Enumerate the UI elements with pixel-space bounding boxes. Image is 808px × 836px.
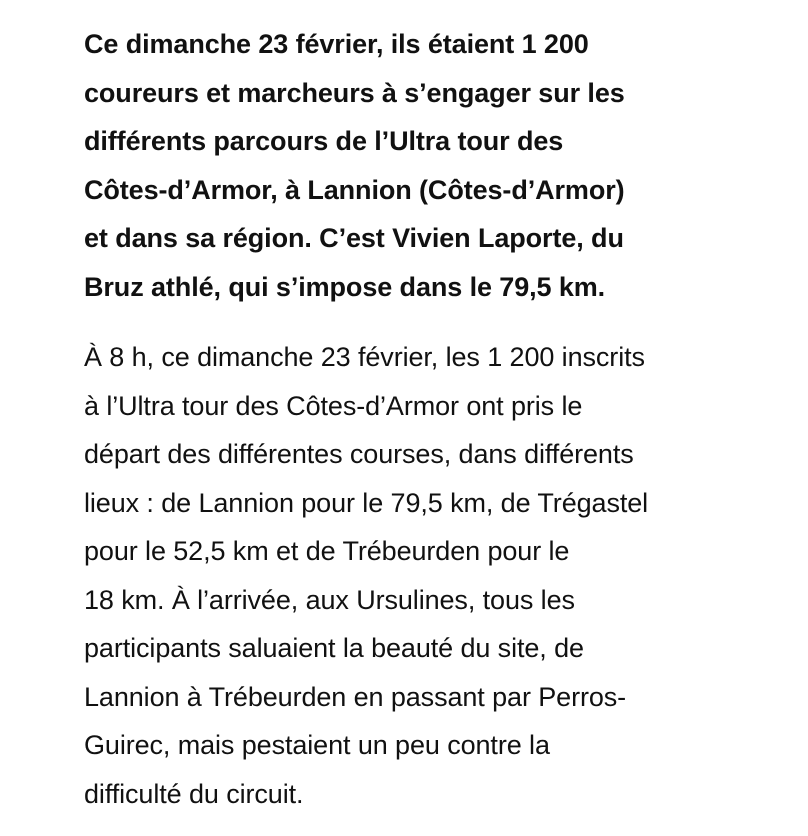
body-line: participants saluaient la beauté du site, de bbox=[84, 633, 584, 663]
body-line: À 8 h, ce dimanche 23 février, les 1 200 inscrits bbox=[84, 342, 645, 372]
lead-line: Ce dimanche 23 février, ils étaient 1 200 bbox=[84, 29, 589, 59]
body-line: départ des différentes courses, dans différents bbox=[84, 439, 634, 469]
body-line: difficulté du circuit. bbox=[84, 778, 304, 809]
lead-line: coureurs et marcheurs à s’engager sur les bbox=[84, 77, 625, 108]
body-line: 18 km. À l’arrivée, aux Ursulines, tous les bbox=[84, 584, 575, 615]
body-line: à l’Ultra tour des Côtes-d’Armor ont pris le bbox=[84, 390, 583, 421]
lead-line: Côtes-d’Armor, à Lannion (Côtes-d’Armor) bbox=[84, 174, 625, 205]
body-line: pour le 52,5 km et de Trébeurden pour le bbox=[84, 536, 570, 566]
article-body bbox=[84, 333, 784, 818]
body-line: Lannion à Trébeurden en passant par Perros- bbox=[84, 681, 627, 712]
lead-line: et dans sa région. C’est Vivien Laporte, du bbox=[84, 223, 624, 253]
article-lead bbox=[84, 20, 784, 311]
body-line: lieux : de Lannion pour le 79,5 km, de Trégastel bbox=[84, 487, 649, 518]
body-line: Guirec, mais pestaient un peu contre la bbox=[84, 730, 550, 760]
lead-line: différents parcours de l’Ultra tour des bbox=[84, 126, 564, 156]
article-text bbox=[84, 20, 784, 818]
lead-line: Bruz athlé, qui s’impose dans le 79,5 km. bbox=[84, 271, 606, 302]
